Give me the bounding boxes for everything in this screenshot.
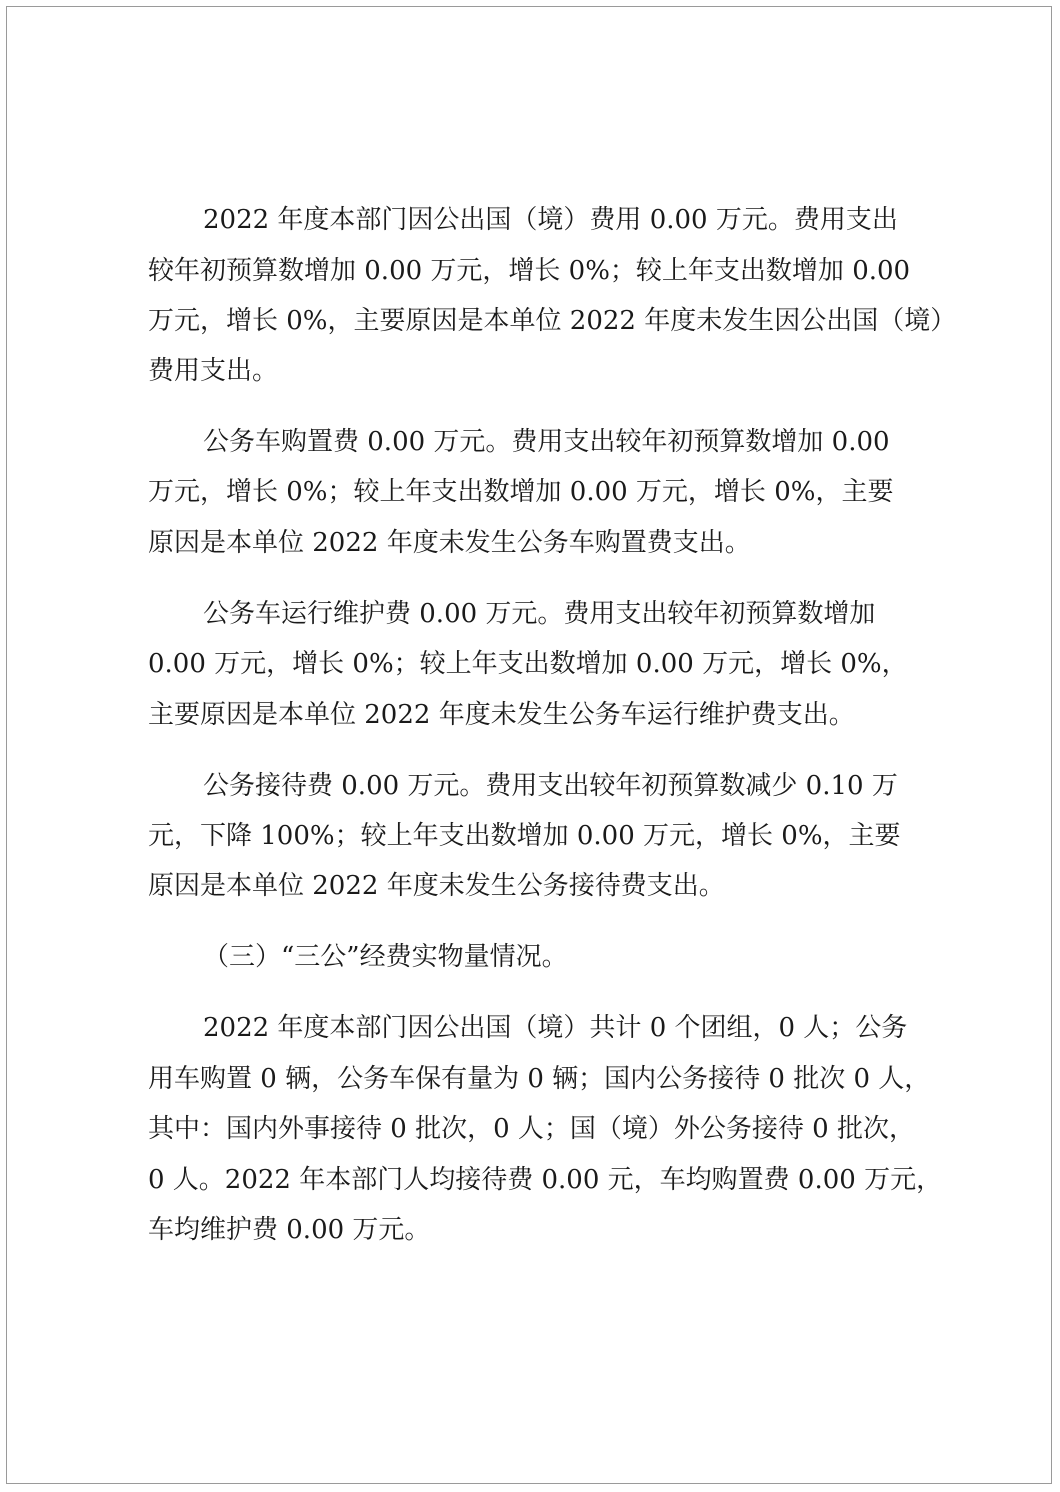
paragraph-4-line-1: 公务接待费 0.00 万元。费用支出较年初预算数减少 0.10 万 bbox=[203, 771, 898, 801]
paragraph-2-line-2: 万元，增长 0%；较上年支出数增加 0.00 万元，增长 0%，主要 bbox=[148, 477, 894, 507]
paragraph-4-line-2: 元，下降 100%；较上年支出数增加 0.00 万元，增长 0%，主要 bbox=[148, 821, 901, 851]
paragraph-6-line-5: 车均维护费 0.00 万元。 bbox=[148, 1215, 431, 1245]
paragraph-6-line-4: 0 人。2022 年本部门人均接待费 0.00 元，车均购置费 0.00 万元， bbox=[148, 1165, 943, 1195]
paragraph-2-line-3: 原因是本单位 2022 年度未发生公务车购置费支出。 bbox=[148, 528, 751, 558]
paragraph-6-line-3: 其中：国内外事接待 0 批次，0 人；国（境）外公务接待 0 批次， bbox=[148, 1114, 915, 1144]
paragraph-1-line-1: 2022 年度本部门因公出国（境）费用 0.00 万元。费用支出 bbox=[203, 205, 898, 235]
paragraph-4-line-3: 原因是本单位 2022 年度未发生公务接待费支出。 bbox=[148, 871, 725, 901]
paragraph-1-line-2: 较年初预算数增加 0.00 万元，增长 0%；较上年支出数增加 0.00 bbox=[148, 256, 911, 286]
paragraph-2-line-1: 公务车购置费 0.00 万元。费用支出较年初预算数增加 0.00 bbox=[203, 427, 890, 457]
paragraph-6-line-1: 2022 年度本部门因公出国（境）共计 0 个团组，0 人；公务 bbox=[203, 1013, 908, 1043]
paragraph-1-line-3: 万元，增长 0%，主要原因是本单位 2022 年度未发生因公出国（境） bbox=[148, 306, 957, 336]
paragraph-1-line-4: 费用支出。 bbox=[148, 356, 279, 386]
paragraph-3-line-2: 0.00 万元，增长 0%；较上年支出数增加 0.00 万元，增长 0%， bbox=[148, 649, 908, 679]
section-heading: （三）“三公”经费实物量情况。 bbox=[203, 942, 568, 972]
paragraph-3-line-3: 主要原因是本单位 2022 年度未发生公务车运行维护费支出。 bbox=[148, 700, 855, 730]
paragraph-6-line-2: 用车购置 0 辆，公务车保有量为 0 辆；国内公务接待 0 批次 0 人， bbox=[148, 1064, 931, 1094]
paragraph-3-line-1: 公务车运行维护费 0.00 万元。费用支出较年初预算数增加 bbox=[203, 599, 876, 629]
